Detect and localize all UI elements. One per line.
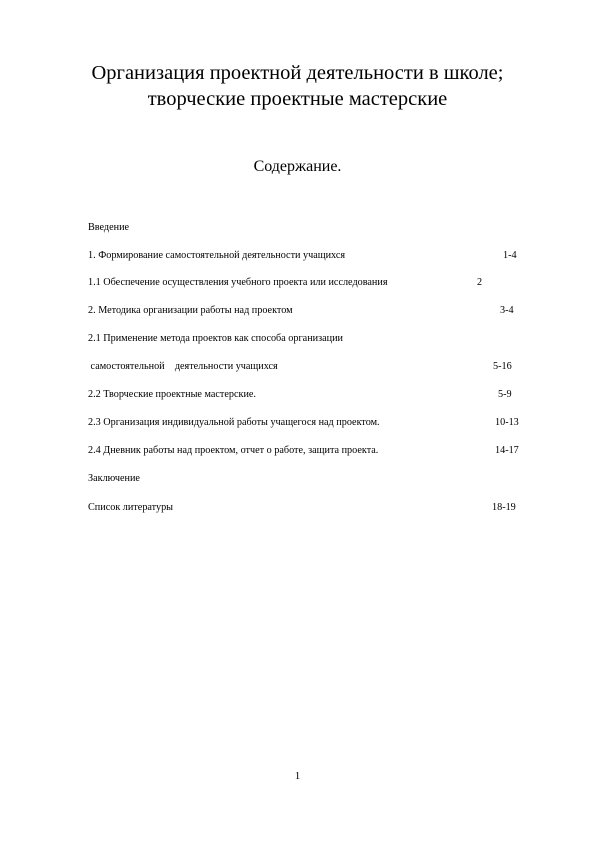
page-number: 1 xyxy=(294,770,301,782)
contents-heading: Содержание. xyxy=(253,158,342,175)
toc-label: 2.2 Творческие проектные мастерские. xyxy=(88,389,256,400)
toc-row xyxy=(88,303,538,319)
toc-label: 1.1 Обеспечение осуществления учебного проекта или исследования xyxy=(88,277,388,288)
toc-page: 5-9 xyxy=(498,389,512,400)
toc-label: 2.3 Организация индивидуальной работы учащегося над проектом. xyxy=(88,417,380,428)
toc-row xyxy=(88,331,538,347)
toc-page: 14-17 xyxy=(495,445,519,456)
toc-label: 1. Формирование самостоятельной деятельности учащихся xyxy=(88,250,346,261)
toc-label: 2. Методика организации работы над проектом xyxy=(88,305,293,316)
toc-row xyxy=(88,359,538,375)
toc-label: Список литературы xyxy=(88,502,174,513)
toc-page: 18-19 xyxy=(492,502,516,513)
toc-label: Заключение xyxy=(88,473,140,484)
toc-row xyxy=(88,500,538,516)
toc-row xyxy=(88,415,538,431)
toc-row xyxy=(88,387,538,403)
toc-row xyxy=(88,275,538,291)
toc-label: 2.1 Применение метода проектов как способа организации xyxy=(88,333,344,344)
toc-label: 2.4 Дневник работы над проектом, отчет о работе, защита проекта. xyxy=(88,445,379,456)
toc-label: самостоятельной деятельности учащихся xyxy=(88,361,278,372)
toc-row xyxy=(88,220,538,236)
toc-row xyxy=(88,443,538,459)
toc-page: 2 xyxy=(477,277,483,288)
toc-page: 5-16 xyxy=(493,361,512,372)
title-line-1: Организация проектной деятельности в школе; xyxy=(91,62,504,84)
document-title xyxy=(0,60,595,112)
toc-page: 3-4 xyxy=(500,305,514,316)
toc-row xyxy=(88,248,538,264)
toc-page: 10-13 xyxy=(495,417,519,428)
toc-row xyxy=(88,471,538,487)
title-line-2: творческие проектные мастерские xyxy=(147,88,448,110)
toc-label: Введение xyxy=(88,222,130,233)
toc-page: 1-4 xyxy=(503,250,517,261)
